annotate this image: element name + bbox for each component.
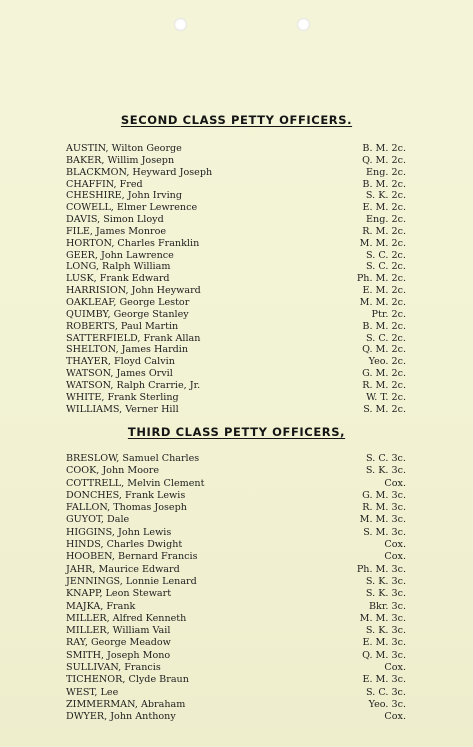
roster-row	[66, 155, 406, 167]
roster-row	[66, 687, 406, 699]
roster-row	[66, 674, 406, 686]
section-heading-second-class: SECOND CLASS PETTY OFFICERS.	[120, 113, 353, 127]
roster-row	[66, 637, 406, 649]
roster-row	[66, 250, 406, 262]
officer-name: GUYOT, Dale	[66, 514, 130, 526]
officer-rating: Cox.	[384, 551, 406, 563]
officer-rating: Ph. M. 3c.	[356, 563, 406, 575]
roster-row	[66, 711, 406, 723]
punch-hole-left	[174, 18, 187, 31]
officer-rating: S. C. 3c.	[366, 686, 406, 698]
roster-row	[66, 502, 406, 514]
roster-row	[66, 539, 406, 551]
officer-rating: S. K. 3c.	[365, 575, 406, 587]
officer-name: MAJKA, Frank	[66, 600, 136, 612]
officer-name: KNAPP, Leon Stewart	[66, 588, 172, 600]
roster-row	[66, 392, 406, 404]
officer-name: QUIMBY, George Stanley	[66, 308, 189, 320]
roster-row	[66, 490, 406, 502]
roster-row	[66, 650, 406, 662]
officer-name: SMITH, Joseph Mono	[66, 649, 171, 661]
officer-name: FALLON, Thomas Joseph	[66, 502, 187, 514]
officer-rating: B. M. 2c.	[362, 178, 406, 190]
roster-row	[66, 167, 406, 179]
officer-rating: M. M. 3c.	[359, 514, 406, 526]
third-class-list	[66, 453, 406, 724]
officer-rating: Cox.	[384, 662, 406, 674]
officer-rating: S. C. 3c.	[366, 453, 406, 464]
roster-row	[66, 662, 406, 674]
roster-row	[66, 190, 406, 202]
punch-hole-right	[297, 18, 310, 31]
officer-rating: W. T. 2c.	[366, 391, 406, 403]
officer-name: GEER, John Lawrence	[66, 249, 174, 261]
officer-name: HARRISION, John Heyward	[66, 285, 201, 297]
roster-row	[66, 214, 406, 226]
officer-name: SHELTON, James Hardin	[66, 344, 189, 356]
roster-row	[66, 202, 406, 214]
officer-rating: Cox.	[384, 711, 406, 723]
roster-row	[66, 576, 406, 588]
roster-row	[66, 514, 406, 526]
officer-name: CHESHIRE, John Irving	[66, 190, 182, 202]
officer-name: HIGGINS, John Lewis	[66, 526, 172, 538]
roster-row	[66, 453, 406, 465]
officer-rating: S. K. 3c.	[365, 588, 406, 600]
roster-row	[66, 321, 406, 333]
officer-rating: R. M. 2c.	[362, 225, 406, 237]
roster-row	[66, 333, 406, 345]
roster-row	[66, 380, 406, 392]
officer-name: JAHR, Maurice Edward	[66, 563, 180, 575]
officer-name: BLACKMON, Heyward Joseph	[66, 166, 213, 178]
roster-row	[66, 625, 406, 637]
officer-rating: S. K. 3c.	[365, 465, 406, 477]
officer-rating: Cox.	[384, 477, 406, 489]
officer-name: DAVIS, Simon Lloyd	[66, 214, 164, 226]
section-heading-third-class: THIRD CLASS PETTY OFFICERS,	[127, 425, 346, 439]
officer-rating: M. M. 3c.	[359, 612, 406, 624]
roster-row	[66, 226, 406, 238]
roster-row	[66, 261, 406, 273]
officer-name: WHITE, Frank Sterling	[66, 391, 179, 403]
officer-name: FILE, James Monroe	[66, 225, 167, 237]
officer-name: ROBERTS, Paul Martin	[66, 320, 179, 332]
roster-row	[66, 527, 406, 539]
officer-name: DONCHES, Frank Lewis	[66, 489, 186, 501]
roster-row	[66, 478, 406, 490]
officer-rating: E. M. 2c.	[362, 285, 406, 297]
roster-row	[66, 588, 406, 600]
roster-row	[66, 309, 406, 321]
officer-rating: R. M. 2c.	[362, 379, 406, 391]
roster-row	[66, 699, 406, 711]
officer-rating: Ph. M. 2c.	[356, 273, 406, 285]
officer-rating: G. M. 2c.	[362, 368, 406, 380]
officer-name: WATSON, Ralph Crarrie, Jr.	[66, 379, 201, 391]
officer-rating: Yeo. 3c.	[368, 698, 406, 710]
officer-rating: Eng. 2c.	[366, 166, 406, 178]
officer-name: DWYER, John Anthony	[66, 711, 176, 723]
officer-rating: S. C. 2c.	[366, 332, 406, 344]
roster-row	[66, 143, 406, 155]
officer-rating: G. M. 3c.	[362, 489, 406, 501]
officer-rating: Bkr. 3c.	[368, 600, 406, 612]
roster-row	[66, 356, 406, 368]
roster-row	[66, 179, 406, 191]
officer-name: LONG, Ralph William	[66, 261, 171, 273]
roster-row	[66, 564, 406, 576]
officer-rating: Q. M. 3c.	[362, 649, 406, 661]
officer-name: SATTERFIELD, Frank Allan	[66, 332, 201, 344]
officer-rating: R. M. 3c.	[362, 502, 406, 514]
roster-row	[66, 465, 406, 477]
roster-row	[66, 273, 406, 285]
officer-name: ZIMMERMAN, Abraham	[66, 698, 186, 710]
officer-rating: Eng. 2c.	[366, 214, 406, 226]
roster-row	[66, 601, 406, 613]
officer-name: CHAFFIN, Fred	[66, 178, 143, 190]
officer-rating: S. M. 2c.	[363, 403, 406, 415]
officer-name: HOOBEN, Bernard Francis	[66, 551, 198, 563]
officer-name: AUSTIN, Wilton George	[66, 143, 182, 154]
officer-name: TICHENOR, Clyde Braun	[66, 674, 189, 686]
officer-name: WATSON, James Orvil	[66, 368, 173, 380]
officer-rating: B. M. 2c.	[362, 143, 406, 154]
officer-rating: Q. M. 2c.	[362, 344, 406, 356]
officer-name: LUSK, Frank Edward	[66, 273, 170, 285]
officer-name: HORTON, Charles Franklin	[66, 237, 200, 249]
officer-name: THAYER, Floyd Calvin	[66, 356, 175, 368]
officer-name: BRESLOW, Samuel Charles	[66, 453, 200, 464]
officer-rating: S. C. 2c.	[366, 261, 406, 273]
officer-rating: Q. M. 2c.	[362, 154, 406, 166]
officer-rating: E. M. 3c.	[362, 637, 406, 649]
officer-rating: Yeo. 2c.	[368, 356, 406, 368]
officer-name: WILLIAMS, Verner Hill	[66, 403, 179, 415]
officer-rating: M. M. 2c.	[359, 237, 406, 249]
officer-name: BAKER, Willim Josepn	[66, 154, 175, 166]
officer-name: MILLER, William Vail	[66, 625, 171, 637]
roster-row	[66, 368, 406, 380]
officer-rating: B. M. 2c.	[362, 320, 406, 332]
officer-name: COWELL, Elmer Lewrence	[66, 202, 198, 214]
officer-rating: Ptr. 2c.	[371, 308, 406, 320]
officer-rating: S. M. 3c.	[363, 526, 406, 538]
roster-row	[66, 238, 406, 250]
officer-name: OAKLEAF, George Lestor	[66, 296, 190, 308]
officer-name: COOK, John Moore	[66, 465, 160, 477]
roster-row	[66, 404, 406, 416]
roster-row	[66, 551, 406, 563]
roster-row	[66, 344, 406, 356]
roster-row	[66, 285, 406, 297]
officer-name: COTTRELL, Melvin Clement	[66, 477, 205, 489]
officer-rating: Cox.	[384, 539, 406, 551]
officer-rating: S. K. 2c.	[365, 190, 406, 202]
officer-rating: S. K. 3c.	[365, 625, 406, 637]
second-class-list	[66, 143, 406, 415]
officer-rating: E. M. 3c.	[362, 674, 406, 686]
officer-name: WEST, Lee	[66, 686, 119, 698]
officer-rating: M. M. 2c.	[359, 296, 406, 308]
officer-name: MILLER, Alfred Kenneth	[66, 612, 187, 624]
officer-rating: S. C. 2c.	[366, 249, 406, 261]
officer-name: HINDS, Charles Dwight	[66, 539, 183, 551]
officer-name: RAY, George Meadow	[66, 637, 171, 649]
roster-row	[66, 613, 406, 625]
officer-name: JENNINGS, Lonnie Lenard	[66, 575, 197, 587]
roster-row	[66, 297, 406, 309]
officer-name: SULLIVAN, Francis	[66, 662, 161, 674]
officer-rating: E. M. 2c.	[362, 202, 406, 214]
